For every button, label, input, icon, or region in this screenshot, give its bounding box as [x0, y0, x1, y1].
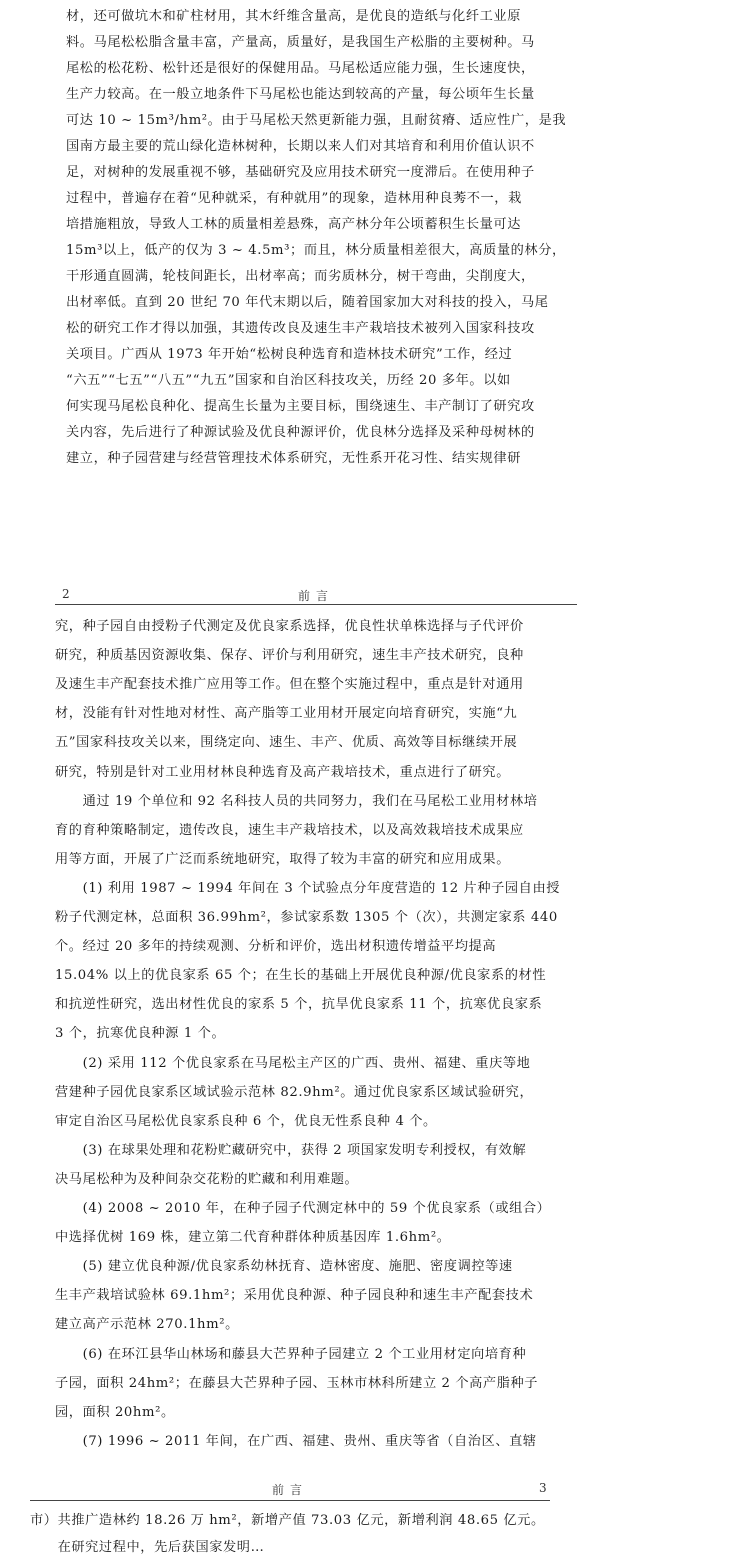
- page-2-text-line: (3) 在球果处理和花粉贮藏研究中，获得 2 项国家发明专利授权，有效解: [55, 1142, 527, 1158]
- page-2-text-line: 中选择优树 169 株，建立第二代育种群体种质基因库 1.6hm²。: [55, 1230, 451, 1246]
- page-2-text-line: (7) 1996 ~ 2011 年间，在广西、福建、贵州、重庆等省（自治区、直辖: [55, 1433, 537, 1449]
- page-2-text-line: 审定自治区马尾松优良家系良种 6 个，优良无性系良种 4 个。: [55, 1113, 437, 1129]
- page-2-text-line: 及速生丰产配套技术推广应用等工作。但在整个实施过程中，重点是针对通用: [55, 677, 524, 693]
- page-1-text-line: 过程中，普遍存在着“见种就采，有种就用”的现象，造林用种良莠不一，栽: [66, 191, 522, 206]
- page-2-text-line: 研究，种质基因资源收集、保存、评价与利用研究，速生丰产技术研究，良种: [55, 648, 524, 664]
- page-1-text-line: 国南方最主要的荒山绿化造林树种，长期以来人们对其培育和利用价值认识不: [66, 139, 535, 154]
- page-2-header-rule: [55, 604, 577, 605]
- page-2-text-line: 建立高产示范林 270.1hm²。: [55, 1317, 239, 1333]
- page-3-text-line: 在研究过程中，先后获国家发明…: [30, 1539, 265, 1555]
- page-2-number: 2: [62, 587, 70, 601]
- page-2-text-line: 决马尾松种为及种间杂交花粉的贮藏和利用难题。: [55, 1171, 359, 1187]
- page-2-text-line: 生丰产栽培试验林 69.1hm²；采用优良种源、种子园良种和速生丰产配套技术: [55, 1288, 534, 1304]
- page-1-text-line: 出材率低。直到 20 世纪 70 年代末期以后，随着国家加大对科技的投入，马尾: [66, 295, 549, 310]
- page-2-text-line: 五”国家科技攻关以来，围绕定向、速生、丰产、优质、高效等目标继续开展: [55, 735, 518, 751]
- page-1-text-line: 尾松的松花粉、松针还是很好的保健用品。马尾松适应能力强，生长速度快，: [66, 61, 535, 76]
- page-1-text-line: 料。马尾松松脂含量丰富，产量高，质量好，是我国生产松脂的主要树种。马: [66, 35, 535, 50]
- page-1-text-line: 15m³以上，低产的仅为 3 ~ 4.5m³；而且，林分质量相差很大，高质量的林分，: [66, 243, 566, 258]
- page-3-number: 3: [539, 1481, 547, 1495]
- page-1-text-line: “六五”“七五”“八五”“九五”国家和自治区科技攻关，历经 20 多年。以如: [66, 373, 511, 388]
- page-1-text-line: 足，对树种的发展重视不够，基础研究及应用技术研究一度滞后。在使用种子: [66, 165, 535, 180]
- page-2-text-line: (1) 利用 1987 ~ 1994 年间在 3 个试验点分年度营造的 12 片种子园自由授: [55, 880, 561, 896]
- page-1-text-line: 松的研究工作才得以加强，其遗传改良及速生丰产栽培技术被列入国家科技攻: [66, 321, 535, 336]
- page-1-text-line: 建立，种子园营建与经营管理技术体系研究，无性系开花习性、结实规律研: [66, 451, 521, 466]
- page-1-text-line: 培措施粗放，导致人工林的质量相差悬殊，高产林分年公顷蓄积生长量可达: [66, 217, 521, 232]
- page-2-text-line: 和抗逆性研究，选出材性优良的家系 5 个，抗旱优良家系 11 个，抗寒优良家系: [55, 997, 543, 1013]
- page-1-text-line: 干形通直圆满，轮枝间距长，出材率高；而劣质林分，树干弯曲，尖削度大，: [66, 269, 535, 284]
- page-2-text-line: (4) 2008 ~ 2010 年，在种子园子代测定林中的 59 个优良家系（或组合）: [55, 1201, 551, 1216]
- page-1-text-line: 关内容，先后进行了种源试验及优良种源评价，优良林分选择及采种母树林的: [66, 425, 535, 440]
- page-2-text-line: (6) 在环江县华山林场和藤县大芒界种子园建立 2 个工业用材定向培育种: [55, 1346, 527, 1362]
- page-2-text-line: 用等方面，开展了广泛而系统地研究，取得了较为丰富的研究和应用成果。: [55, 851, 510, 867]
- page-1-text-line: 关项目。广西从 1973 年开始“松树良种选育和造林技术研究”工作，经过: [66, 347, 513, 362]
- page-2-text-line: 营建种子园优良家系区域试验示范林 82.9hm²。通过优良家系区域试验研究，: [55, 1084, 534, 1100]
- page-2-text-line: 子园，面积 24hm²；在藤县大芒界种子园、玉林市林科所建立 2 个高产脂种子: [55, 1375, 539, 1391]
- page-2-text-line: 个。经过 20 多年的持续观测、分析和评价，选出材积遗传增益平均提高: [55, 939, 497, 955]
- page-2-text-line: 15.04% 以上的优良家系 65 个；在生长的基础上开展优良种源/优良家系的材性: [55, 968, 547, 984]
- page-2-text-line: 研究，特别是针对工业用材林良种选育及高产栽培技术，重点进行了研究。: [55, 764, 510, 780]
- page-2-text-line: 园，面积 20hm²。: [55, 1404, 175, 1420]
- page-3-header: 前言: [272, 1483, 309, 1497]
- page-2-text-line: (5) 建立优良种源/优良家系幼林抚育、造林密度、施肥、密度调控等速: [55, 1259, 513, 1275]
- page-1-text-line: 生产力较高。在一般立地条件下马尾松也能达到较高的产量，每公顷年生长量: [66, 87, 535, 102]
- page-1-text-line: 材，还可做坑木和矿柱材用，其木纤维含量高，是优良的造纸与化纤工业原: [66, 9, 521, 24]
- page-2-text-line: 粉子代测定林，总面积 36.99hm²，参试家系数 1305 个（次），共测定家系 440: [55, 910, 558, 925]
- page-1-text-line: 何实现马尾松良种化、提高生长量为主要目标，围绕速生、丰产制订了研究攻: [66, 399, 535, 414]
- page-2-text-line: 育的育种策略制定，遗传改良，速生丰产栽培技术，以及高效栽培技术成果应: [55, 822, 524, 838]
- page-3-header-rule: [30, 1500, 550, 1501]
- page-2-text-line: 究，种子园自由授粉子代测定及优良家系选择，优良性状单株选择与子代评价: [55, 619, 524, 634]
- page-2-header: 前言: [298, 589, 335, 603]
- page-2-text-line: (2) 采用 112 个优良家系在马尾松主产区的广西、贵州、福建、重庆等地: [55, 1055, 531, 1071]
- page-3-text-line: 市）共推广造林约 18.26 万 hm²，新增产值 73.03 亿元，新增利润 48.65 亿元。: [30, 1513, 545, 1528]
- page-2-text-line: 通过 19 个单位和 92 名科技人员的共同努力，我们在马尾松工业用材林培: [55, 793, 538, 809]
- page-2-text-line: 3 个，抗寒优良种源 1 个。: [55, 1026, 226, 1042]
- page-2-text-line: 材，没能有针对性地对材性、高产脂等工业用材开展定向培育研究，实施“九: [55, 706, 518, 722]
- page-1-text-line: 可达 10 ~ 15m³/hm²。由于马尾松天然更新能力强，且耐贫瘠、适应性广，是我: [66, 113, 566, 128]
